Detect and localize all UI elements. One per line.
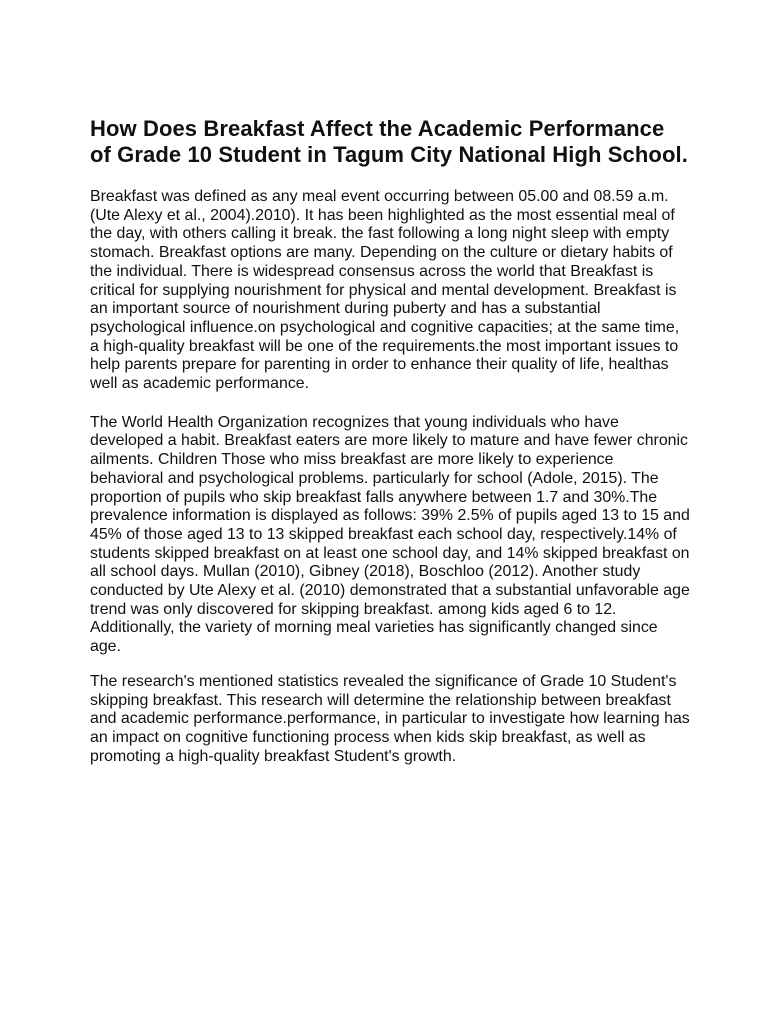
paragraph-breakfast-definition: Breakfast was defined as any meal event occurring between 05.00 and 08.59 a.m. (Ute Alexy et al., 2004).2010). It has been highlighted as the most essential meal of the day, with others calling it break. the fast following a long night sleep with empty stomach. Breakfast options are many. Depending on the culture or dietary habits of the individual. There is widespread consensus across the world that Breakfast is critical for supplying nourishment for physical and mental development. Breakfast is an important source of nourishment during puberty and has a substantial psychological influence.on psychological and cognitive capacities; at the same time, a high-quality breakfast will be one of the requirements.the most important issues to help parents prepare for parenting in order to enhance their quality of life, healthas well as academic performance. [90,188,680,393]
document-body [90,116,690,766]
paragraph-who-statistics: The World Health Organization recognizes that young individuals who have developed a habit. Breakfast eaters are more likely to mature and have fewer chronic ailments. Children Those who miss breakfast are more likely to experience behavioral and psychological problems. particularly for school (Adole, 2015). The proportion of pupils who skip breakfast falls anywhere between 1.7 and 30%.The prevalence information is displayed as follows: 39% 2.5% of pupils aged 13 to 15 and 45% of those aged 13 to 13 skipped breakfast each school day, respectively.14% of students skipped breakfast on at least one school day, and 14% skipped breakfast on all school days. Mullan (2010), Gibney (2018), Boschloo (2012). Another study conducted by Ute Alexy et al. (2010) demonstrated that a substantial unfavorable age trend was only discovered for skipping breakfast. among kids aged 6 to 12. Additionally, the variety of morning meal varieties has significantly changed since age. [90,413,690,656]
paragraph-research-purpose: The research's mentioned statistics revealed the significance of Grade 10 Student's skipping breakfast. This research will determine the relationship between breakfast and academic performance.performance, in particular to investigate how learning has an impact on cognitive functioning process when kids skip breakfast, as well as promoting a high-quality breakfast Student's growth. [90,672,690,765]
document-title: How Does Breakfast Affect the Academic Performance of Grade 10 Student in Tagum City National High School. [90,116,688,167]
